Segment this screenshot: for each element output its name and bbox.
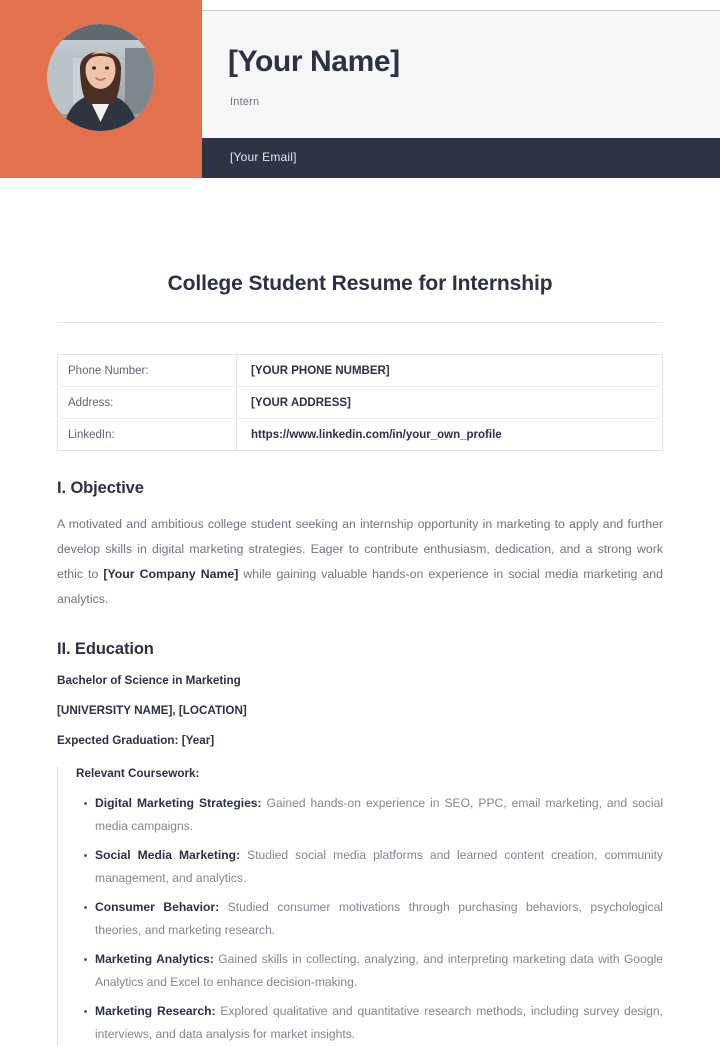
coursework-description: Explored qualitative and quantitative research methods, including survey design, interviews, and data analysis for market insights. [95,1004,663,1041]
table-row [58,387,663,419]
list-item [83,844,663,890]
list-item [83,896,663,942]
coursework-term: Digital Marketing Strategies: [95,796,262,810]
coursework-list [76,792,663,1046]
coursework-term: Marketing Research: [95,1004,216,1018]
list-item [83,948,663,994]
coursework-term: Social Media Marketing: [95,848,241,862]
contact-label: LinkedIn: [58,419,237,451]
table-row [58,355,663,387]
coursework-description: Gained skills in collecting, analyzing, and interpreting marketing data with Google Analytics and Excel to enhance decision-making. [95,952,663,989]
contact-value: https://www.linkedin.com/in/your_own_profile [237,419,663,451]
resume-header [0,0,720,180]
contact-info-table [57,354,663,451]
contact-label: Phone Number: [58,355,237,387]
objective-text-part1: A motivated and ambitious college student seeking an internship opportunity in marketing to apply and further develop skills in digital marketing strategies. Eager to contribute enthusiasm, dedication, and a strong work ethic to [57,517,663,581]
coursework-description: Gained hands-on experience in SEO, PPC, email marketing, and social media campaigns. [95,796,663,833]
coursework-block [57,767,663,1046]
education-degree: Bachelor of Science in Marketing [57,674,241,687]
title-divider [57,322,663,323]
page-title: College Student Resume for Internship [167,272,553,295]
header-name-panel [202,10,720,138]
contact-value: [YOUR PHONE NUMBER] [251,364,390,377]
company-name-placeholder: [Your Company Name] [103,567,239,581]
coursework-title: Relevant Coursework: [76,767,200,780]
contact-value: [YOUR ADDRESS] [237,387,663,419]
objective-paragraph [57,512,663,612]
candidate-name: [Your Name] [228,45,400,78]
candidate-email: [Your Email] [230,150,297,164]
list-item [83,1000,663,1046]
coursework-description: Studied consumer motivations through purchasing behaviors, psychological theories, and marketing research. [95,900,663,937]
section-heading-objective: I. Objective [57,479,144,497]
coursework-term: Consumer Behavior: [95,900,220,914]
resume-body [0,180,720,1046]
profile-photo-icon [47,24,154,131]
candidate-role: Intern [230,96,260,108]
coursework-term: Marketing Analytics: [95,952,214,966]
table-row [58,419,663,451]
education-university: [UNIVERSITY NAME], [LOCATION] [57,704,247,717]
contact-label: Address: [58,387,237,419]
list-item [83,792,663,838]
coursework-description: Studied social media platforms and learned content creation, community management, and analytics. [95,848,663,885]
objective-text-part2: while gaining valuable hands-on experience in social media marketing and analytics. [57,567,663,606]
header-email-bar [202,138,720,178]
avatar [47,24,154,131]
education-graduation: Expected Graduation: [Year] [57,734,215,747]
section-heading-education: II. Education [57,640,154,658]
